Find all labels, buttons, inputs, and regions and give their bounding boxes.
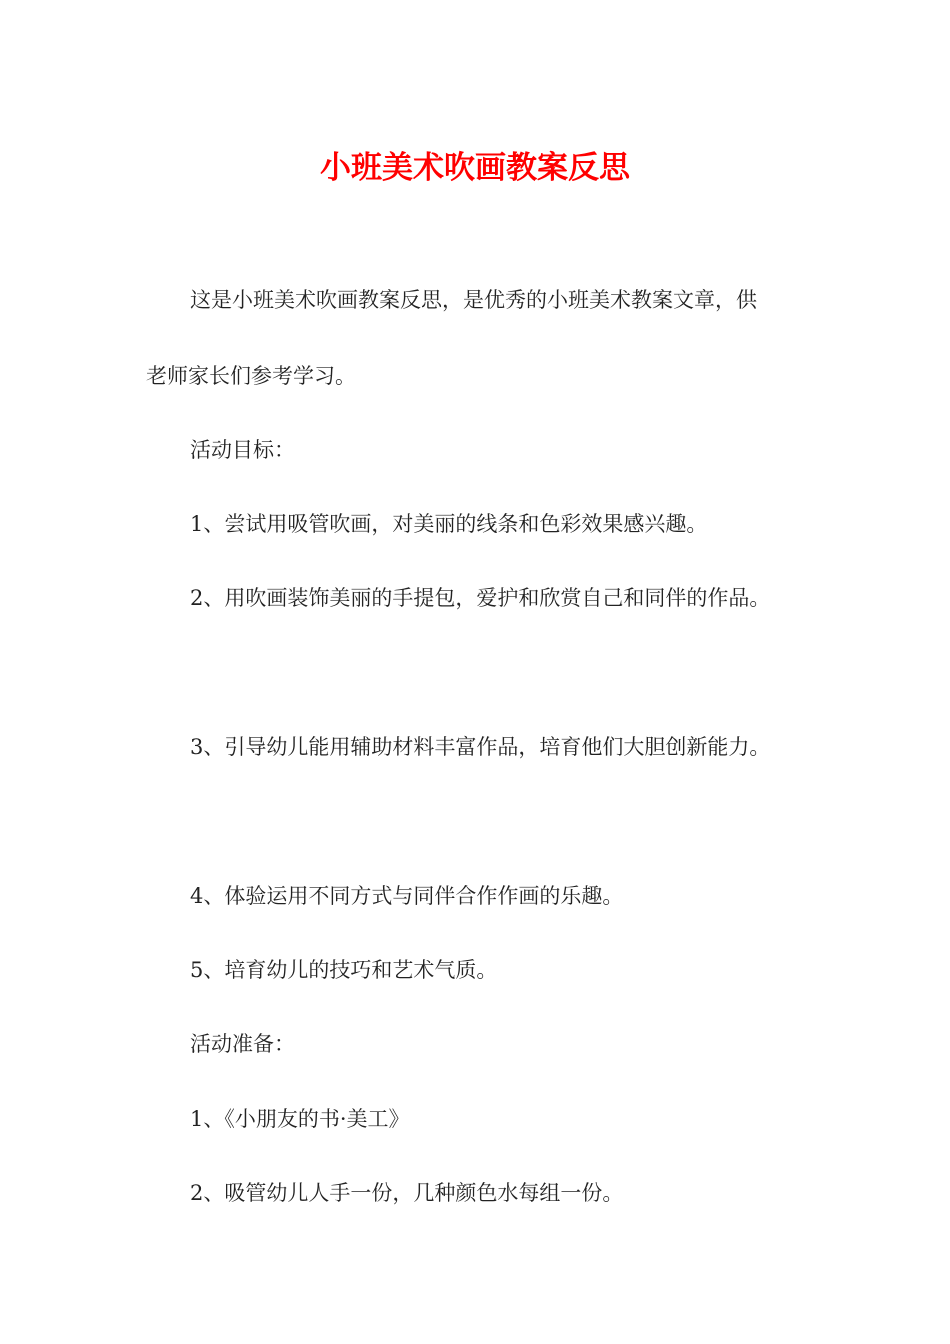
goals-heading: 活动目标：	[190, 438, 295, 462]
prep-item-2: 2、吸管幼儿人手一份，几种颜色水每组一份。	[190, 1181, 624, 1205]
goal-item-2: 2、用吹画装饰美丽的手提包，爱护和欣赏自己和同伴的作品。	[190, 586, 771, 610]
goal-item-4: 4、体验运用不同方式与同伴合作作画的乐趣。	[190, 884, 624, 908]
goal-item-5: 5、培育幼儿的技巧和艺术气质。	[190, 958, 498, 982]
intro-paragraph-line-1: 这是小班美术吹画教案反思，是优秀的小班美术教案文章，供	[190, 288, 757, 312]
goal-item-1: 1、尝试用吸管吹画，对美丽的线条和色彩效果感兴趣。	[190, 512, 708, 536]
goal-item-3: 3、引导幼儿能用辅助材料丰富作品，培育他们大胆创新能力。	[190, 735, 771, 759]
prep-heading: 活动准备：	[190, 1032, 295, 1056]
prep-item-1: 1、《小朋友的书·美工》	[190, 1107, 410, 1131]
intro-paragraph-line-2: 老师家长们参考学习。	[146, 364, 356, 388]
document-title: 小班美术吹画教案反思	[320, 150, 630, 186]
